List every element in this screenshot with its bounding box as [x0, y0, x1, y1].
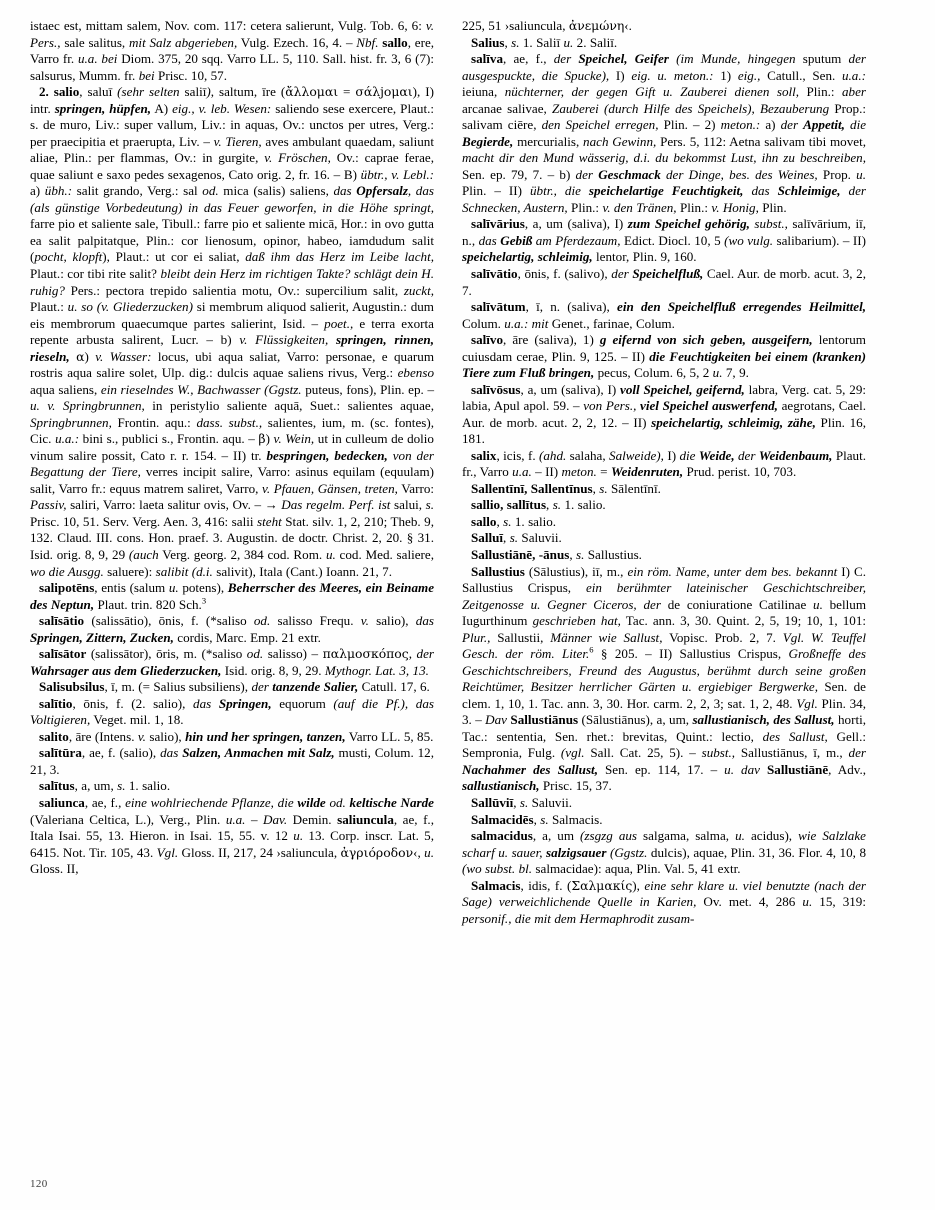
dictionary-entry: salītus, a, um, s. 1. salio. — [39, 778, 171, 794]
dictionary-entry: Salius, s. 1. Saliī u. 2. Saliī. — [471, 34, 618, 50]
dictionary-entry: 2. salio, saluī (sehr selten saliī), saltum, īre (ἄλλομαι = σάλjομαι), I) intr. springen, hüpfen, A) eig., v. leb. Wesen: saliendo sese exercere, Plaut.: s. de muro, Liv.: super vallum, Liv.: in aquas, Ov.: unctos per utres, Verg.: per praecipitia et praerupta, Liv. – v. Tieren, aves ambulant quaedam, saliunt aliae, Plin.: per flammas, Ov.: in gurgite, v. Fröschen, Ov.: caprae ferae, quae saliunt e saxo pedes sexagenos, Cato orig. 2, fr. 16. – B) übtr., v. Lebl.: a) übh.: salit grando, Verg.: sal od. mica (salis) saliens, das Opfersalz, das (als günstige Vorbedeutung) in das Feuer geworfen, in die Höhe springt, farre pio et saliente sale, Tibull.: farre pio et saliente micā, Hor.: in ovo gutta ea salit palpitatque, Plin.: cor lienosum, opinor, habeo, iamdudum salit (pocht, klopft), Plaut.: ut cor ei saliat, daß ihm das Herz im Leibe lacht, Plaut.: cor tibi rite salit? bleibt dein Herz im richtigen Takte? schlägt dein H. ruhig? Pers.: pectora trepido salientia motu, Ov.: supercilium salit, zuckt, Plaut.: u. so (v. Gliederzucken) si membrum aliquod salierit, Augustin.: dum eis membrorum quaecumque partes salierint, Isid. – poet., e terra exorta repente arbusta salirent, Lucr. – b) v. Flüssigkeiten, springen, rinnen, rieseln, α) v. Wasser: locus, ubi aqua saliat, Varro: personae, e quarum rostris aqua salire solet, Ulp. dig.: dulcis aquae saliens rivus, Verg.: ebenso aqua saliens, ein rieselndes W., Bachwasser (Ggstz. puteus, fons), Plin. ep. – u. v. Springbrunnen, in peristylio saliente aquā, Suet.: salientes aquae, Springbrunnen, Frontin. aqu.: dass. subst., salientes, ium, m. (sc. fontes), Cic. u.a.: bini s., publici s., Frontin. aqu. – β) v. Wein, ut in culleum de dolio vinum salire possit, Cato r. r. 154. – II) tr. bespringen, bedecken, von der Begattung der Tiere, verres incipit salire, Varro: asinus equilam (equulam) salit, Varro fr.: equus matrem saliret, Varro, v. Pfauen, Gänsen, treten, Varro: Passiv, saliri, Varro: laeta salitur ovis, Ov. – → Das regelm. Perf. ist salui, s. Prisc. 10, 51. Serv. Verg. Aen. 3, 416: salii steht Stat. silv. 1, 2, 210; Theb. 9, 132. Claud. III. cons. Hon. praef. 3. Augustin. de doctr. Christ. 2, 20. § 31. Isid. orig. 8, 9, 29 (auch Verg. georg. 2, 384 cod. Rom. u. cod. Med. saliere, wo die Ausgg. saluere): salibit (d.i. salivit), Itala (Cant.) Ioann. 21, 7. — [30, 84, 435, 579]
dictionary-entry: Sallentīnī, Sallentīnus, s. Sālentīnī. — [471, 480, 661, 496]
dictionary-entry-continuation: 225, 51 ›saliuncula, ἀνεμώνη‹. — [462, 18, 632, 33]
dictionary-entry: salīvōsus, a, um (saliva), I) voll Speichel, geifernd, labra, Verg. cat. 5, 29: labia, Apul apol. 59. – von Pers., viel Speichel auswerfend, aegrotans, Cael. Aur. de morb. acut. 2, 2, 12. – II) speichelartig, schleimig, zähe, Plin. 16, 181. — [462, 381, 866, 447]
dictionary-entry: salīvo, āre (saliva), 1) g eifernd von sich geben, ausgeifern, lentorum cuiusdam cerae, Plin. 9, 125. – II) die Feuchtigkeiten bei einem (kranken) Tiere zum Fluß bringen, pecus, Colum. 6, 5, 2 u. 7, 9. — [462, 332, 866, 381]
dictionary-entry: Sallūviī, s. Saluvii. — [471, 794, 572, 810]
page-number: 120 — [30, 1178, 48, 1190]
dictionary-entry: Salmacidēs, s. Salmacis. — [471, 811, 603, 827]
dictionary-entry: salipotēns, entis (salum u. potens), Beherrscher des Meeres, ein Beiname des Neptun, Plaut. trin. 820 Sch.$^3$ — [30, 580, 435, 612]
two-column-text-body — [30, 18, 905, 1158]
dictionary-entry: Salmacis, idis, f. (Σαλμακίς), eine sehr klare u. viel benutzte (nach der Sage) verweichlichende Quelle in Karien, Ov. met. 4, 286 u. 15, 319: personif., die mit dem Hermaphrodit zusam- — [462, 877, 866, 926]
left-column — [30, 18, 434, 1158]
dictionary-entry: salīsātor (salissātor), ōris, m. (*saliso od. salisso) – παλμοσκόπος, der Wahrsager aus dem Gliederzucken, Isid. orig. 8, 9, 29. Mythogr. Lat. 3, 13. — [30, 646, 434, 678]
dictionary-entry: Salluī, s. Saluvii. — [471, 530, 562, 546]
dictionary-entry: salix, icis, f. (ahd. salaha, Salweide), I) die Weide, der Weidenbaum, Plaut. fr., Varro u.a. – II) meton. = Weidenruten, Prud. perist. 10, 703. — [462, 447, 867, 480]
dictionary-entry: salīvātio, ōnis, f. (salivo), der Speichelfluß, Cael. Aur. de morb. acut. 3, 2, 7. — [462, 265, 866, 298]
dictionary-entry: salīsātio (salissātio), ōnis, f. (*saliso od. salisso Frequ. v. salio), das Springen, Zittern, Zucken, cordis, Marc. Emp. 21 extr. — [30, 613, 434, 645]
dictionary-entry: salito, āre (Intens. v. salio), hin und her springen, tanzen, Varro LL. 5, 85. — [39, 728, 434, 744]
right-column — [462, 18, 866, 1158]
dictionary-entry: salīva, ae, f., der Speichel, Geifer (im Munde, hingegen sputum der ausgespuckte, die Spucke), I) eig. u. meton.: 1) eig., Catull., Sen. u.a.: ieiuna, nüchterner, der gegen Gift u. Zauberei dienen soll, Plin.: aber arcanae salivae, Zauberei (durch Hilfe des Speichels), Bezauberung Prop.: salivam ciēre, den Speichel erregen, Plin. – 2) meton.: a) der Appetit, die Begierde, mercurialis, nach Gewinn, Pers. 5, 112: Aetna salivam tibi movet, macht dir den Mund wässerig, d.i. du bekommst Lust, ihn zu beschreiben, Sen. ep. 79, 7. – b) der Geschmack der Dinge, bes. des Weines, Prop. u. Plin. – II) übtr., die speichelartige Feuchtigkeit, das Schleimige, der Schnecken, Austern, Plin.: v. den Tränen, Plin.: v. Honig, Plin. — [462, 51, 867, 215]
dictionary-entry: salīvārius, a, um (saliva), I) zum Speichel gehörig, subst., salīvārium, iī, n., das Gebiß am Pferdezaum, Edict. Diocl. 10, 5 (wo vulg. salibarium). – II) speichelartig, schleimig, lentor, Plin. 9, 160. — [462, 216, 867, 265]
dictionary-entry: Sallustius (Sālustius), iī, m., ein röm. Name, unter dem bes. bekannt I) C. Sallustius Crispus, ein berühmter lateinischer Geschichtschreiber, Zeitgenosse u. Gegner Ciceros, der de coniuratione Catilinae u. bellum Iugurthinum geschrieben hat, Tac. ann. 3, 30. Quint. 2, 5, 19; 10, 1, 101: Plur., Sallustii, Männer wie Sallust, Vopisc. Prob. 2, 7. Vgl. W. Teuffel Gesch. der röm. Liter.$^6$ § 205. – II) Sallustius Crispus, Großneffe des Geschichtschreibers, Freund des Augustus, berühmt durch seine großen Reichtümer, Besitzer herrlicher Gärten u. ergiebiger Bergwerke, Sen. de clem. 1, 10, 1. Tac. ann. 3, 30. Hor. carm. 2, 2, 3; sat. 1, 2, 48. Vgl. Plin. 34, 3. – Dav Sallustiānus (Sālustiānus), a, um, sallustianisch, des Sallust, horti, Tac.: sententia, Sen. rhet.: brevitas, Quint.: lectio, des Sallust, Gell.: Sempronia, Fulg. (vgl. Sall. Cat. 25, 5). – subst., Sallustiānus, ī, m., der Nachahmer des Sallust, Sen. ep. 114, 17. – u. dav Sallustiānē, Adv., sallustianisch, Prisc. 15, 37. — [462, 563, 866, 794]
dictionary-entry: salītūra, ae, f. (salio), das Salzen, Anmachen mit Salz, musti, Colum. 12, 21, 3. — [30, 745, 434, 777]
dictionary-entry: Sallustiānē, -ānus, s. Sallustius. — [471, 547, 642, 562]
dictionary-entry: salmacidus, a, um (zsgzg aus salgama, salma, u. acidus), wie Salzlake scharf u. sauer, salzigsauer (Ggstz. dulcis), aquae, Plin. 31, 36. Flor. 4, 10, 8 (wo subst. bl. salmacidae): aqua, Plin. Val. 5, 41 extr. — [462, 828, 866, 877]
dictionary-entry: sallo, s. 1. salio. — [471, 513, 557, 529]
dictionary-entry: Salisubsilus, ī, m. (= Salius subsiliens), der tanzende Salier, Catull. 17, 6. — [39, 679, 430, 695]
dictionary-entry: sallio, sallītus, s. 1. salio. — [471, 497, 606, 513]
dictionary-entry: saliunca, ae, f., eine wohlriechende Pflanze, die wilde od. keltische Narde (Valeriana Celtica, L.), Verg., Plin. u.a. – Dav. Demin. saliuncula, ae, f., Itala Isai. 55, 13. Hieron. in Isai. 15, 55. v. 12 u. 13. Corp. inscr. Lat. 5, 6415. Not. Tir. 105, 43. Vgl. Gloss. II, 217, 24 ›saliuncula, ἀγριόροδον‹, u. Gloss. II, — [30, 794, 434, 877]
dictionary-entry: salīvātum, ī, n. (saliva), ein den Speichelfluß erregendes Heilmittel, Colum. u.a.: mit Genet., farinae, Colum. — [462, 299, 866, 331]
dictionary-entry-continuation: istaec est, mittam salem, Nov. com. 117: cetera salierunt, Vulg. Tob. 6, 6: v. Pers., sale salitus, mit Salz abgerieben, Vulg. Ezech. 16, 4. – Nbf. sallo, ere, Varro fr. u.a. bei Diom. 375, 20 sqq. Varro LL. 5, 110. Sall. hist. fr. 3, 6 (7): salsurus, Mumm. fr. bei Prisc. 10, 57. — [30, 18, 435, 83]
dictionary-entry: salītio, ōnis, f. (2. salio), das Springen, equorum (auf die Pf.), das Voltigieren, Veget. mil. 1, 18. — [30, 695, 434, 728]
